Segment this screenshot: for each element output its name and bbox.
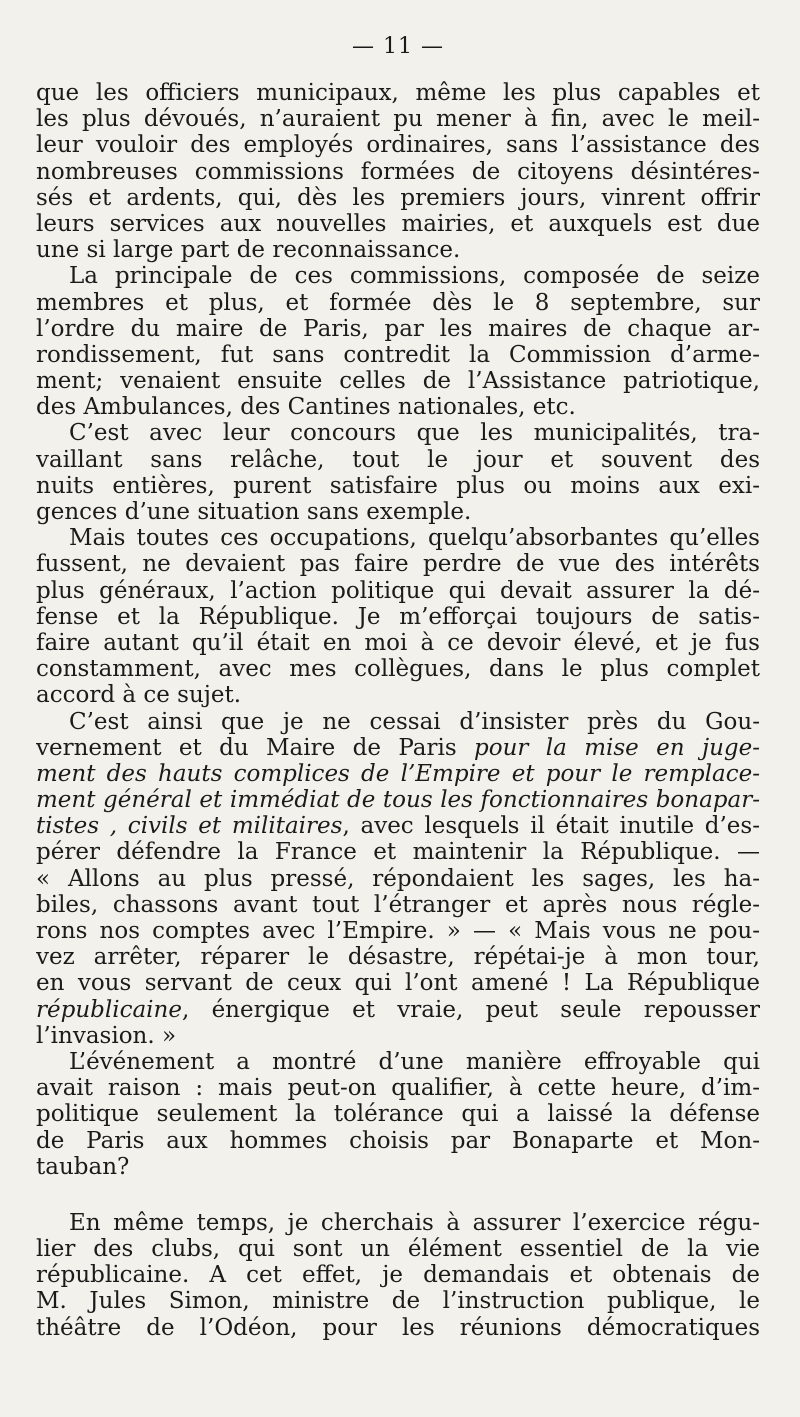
text-line: tistes , civils et militaires, avec lesquels il était inutile d’es- — [36, 813, 760, 840]
text-line: rondissement, fut sans contredit la Commission d’arme- — [36, 341, 760, 368]
text-line: les plus dévoués, n’auraient pu mener à fin, avec le meil- — [36, 106, 760, 133]
text-line: leur vouloir des employés ordinaires, sans l’assistance des — [36, 132, 760, 159]
text-line: théâtre de l’Odéon, pour les réunions démocratiques — [36, 1314, 760, 1341]
text-line: en vous servant de ceux qui l’ont amené ! La République — [36, 970, 760, 997]
text-line: vez arrêter, réparer le désastre, répétai-je à mon tour, — [36, 944, 760, 971]
paragraph — [36, 525, 760, 708]
text-line: vaillant sans relâche, tout le jour et souvent des — [36, 446, 760, 473]
text-line: L’événement a montré d’une manière effroyable qui — [69, 1048, 760, 1075]
text-line: républicaine, énergique et vraie, peut seule repousser — [36, 996, 760, 1023]
text-line: vernement et du Maire de Paris pour la mise en juge- — [36, 734, 760, 761]
text-line: M. Jules Simon, ministre de l’instruction publique, le — [36, 1288, 760, 1315]
body-text — [36, 80, 760, 1341]
text-line: accord à ce sujet. — [36, 682, 242, 709]
text-line: de Paris aux hommes choisis par Bonaparte et Mon- — [36, 1127, 760, 1154]
text-line: sés et ardents, qui, dès les premiers jours, vinrent offrir — [36, 184, 760, 211]
text-line: La principale de ces commissions, composée de seize — [69, 263, 760, 290]
text-line: ment général et immédiat de tous les fonctionnaires bonapar- — [36, 787, 760, 814]
text-line: avait raison : mais peut-on qualifier, à cette heure, d’im- — [36, 1075, 760, 1102]
text-line: gences d’une situation sans exemple. — [36, 499, 472, 525]
text-line: rons nos comptes avec l’Empire. » — « Mais vous ne pou- — [36, 918, 760, 944]
paragraph — [36, 1049, 760, 1180]
text-line: C’est ainsi que je ne cessai d’insister près du Gou- — [69, 708, 760, 735]
text-line: faire autant qu’il était en moi à ce devoir élevé, et je fus — [36, 629, 760, 656]
page-number: — 11 — — [352, 34, 444, 59]
text-line: constamment, avec mes collègues, dans le plus complet — [36, 656, 760, 683]
text-line: l’invasion. » — [36, 1022, 177, 1049]
paragraph — [36, 1210, 760, 1341]
text-line: biles, chassons avant tout l’étranger et après nous régle- — [36, 891, 760, 918]
paragraph — [36, 709, 760, 1049]
text-line: C’est avec leur concours que les municipalités, tra- — [69, 420, 760, 447]
text-line: politique seulement la tolérance qui a laissé la défense — [36, 1101, 760, 1128]
text-line: nombreuses commissions formées de citoyens désintéres- — [36, 158, 760, 185]
text-line: Mais toutes ces occupations, quelqu’absorbantes qu’elles — [69, 525, 760, 552]
text-line: membres et plus, et formée dès le 8 septembre, sur — [36, 289, 760, 316]
paragraph — [36, 263, 760, 420]
text-line: plus généraux, l’action politique qui devait assurer la dé- — [36, 577, 760, 604]
text-line: l’ordre du maire de Paris, par les maires de chaque ar- — [36, 315, 760, 342]
text-line: leurs services aux nouvelles mairies, et auxquels est due — [36, 210, 760, 237]
text-line: ment des hauts complices de l’Empire et pour le remplace- — [36, 760, 760, 787]
text-line: que les officiers municipaux, même les plus capables et — [36, 80, 760, 106]
text-line: ment; venaient ensuite celles de l’Assistance patriotique, — [36, 368, 760, 395]
section-gap — [36, 1180, 760, 1210]
text-line: En même temps, je cherchais à assurer l’exercice régu- — [69, 1209, 760, 1236]
text-line: lier des clubs, qui sont un élément essentiel de la vie — [36, 1236, 760, 1263]
text-line: fense et la République. Je m’efforçai toujours de satis- — [36, 603, 760, 630]
paragraph — [36, 80, 760, 263]
text-line: « Allons au plus pressé, répondaient les sages, les ha- — [36, 865, 760, 892]
text-line: tauban? — [36, 1153, 130, 1180]
text-line: une si large part de reconnaissance. — [36, 237, 461, 264]
text-line: des Ambulances, des Cantines nationales, etc. — [36, 394, 576, 421]
text-line: nuits entières, purent satisfaire plus ou moins aux exi- — [36, 472, 760, 499]
paragraph — [36, 420, 760, 525]
text-line: pérer défendre la France et maintenir la République. — — [36, 839, 760, 866]
text-line: républicaine. A cet effet, je demandais et obtenais de — [36, 1262, 760, 1289]
text-line: fussent, ne devaient pas faire perdre de vue des intérêts — [36, 551, 760, 578]
